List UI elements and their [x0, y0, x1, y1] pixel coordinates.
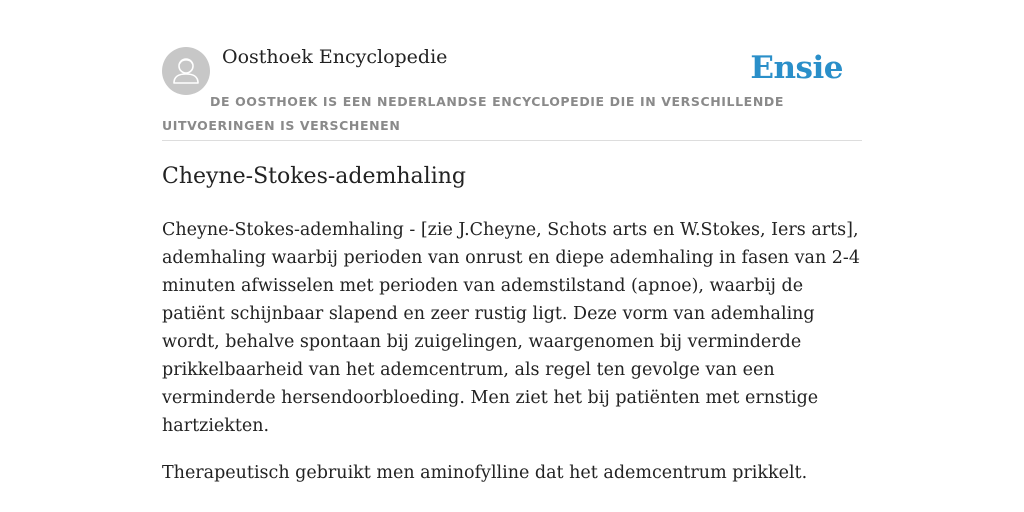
brand-logo[interactable]: Ensie [750, 50, 843, 86]
source-header [162, 0, 862, 141]
source-title-link[interactable]: Oosthoek Encyclopedie [222, 46, 448, 68]
entry-title: Cheyne-Stokes-ademhaling [162, 164, 466, 189]
source-description: DE OOSTHOEK IS EEN NEDERLANDSE ENCYCLOPEDIE DIE IN VERSCHILLENDE UITVOERINGEN IS VERSCHENEN [162, 94, 784, 133]
source-avatar[interactable] [162, 47, 210, 95]
entry-paragraph: Therapeutisch gebruikt men aminofylline dat het ademcentrum prikkelt. [162, 463, 808, 483]
user-icon [162, 47, 210, 95]
page-container [162, 0, 862, 483]
entry-body [162, 216, 862, 506]
entry-paragraph: Cheyne-Stokes-ademhaling - [zie J.Cheyne, Schots arts en W.Stokes, Iers arts], ademhaling waarbij perioden van onrust en diepe ademhaling in fasen van 2-4 minuten afwisselen met perioden van ademstilstand (apnoe), waarbij de patiënt schijnbaar slapend en zeer rustig ligt. Deze vorm van ademhaling wordt, behalve spontaan bij zuigelingen, waargenomen bij verminderde prikkelbaarheid van het ademcentrum, als regel ten gevolge van een verminderde hersendoorbloeding. Men ziet het bij patiënten met ernstige hartziekten. [162, 220, 860, 436]
